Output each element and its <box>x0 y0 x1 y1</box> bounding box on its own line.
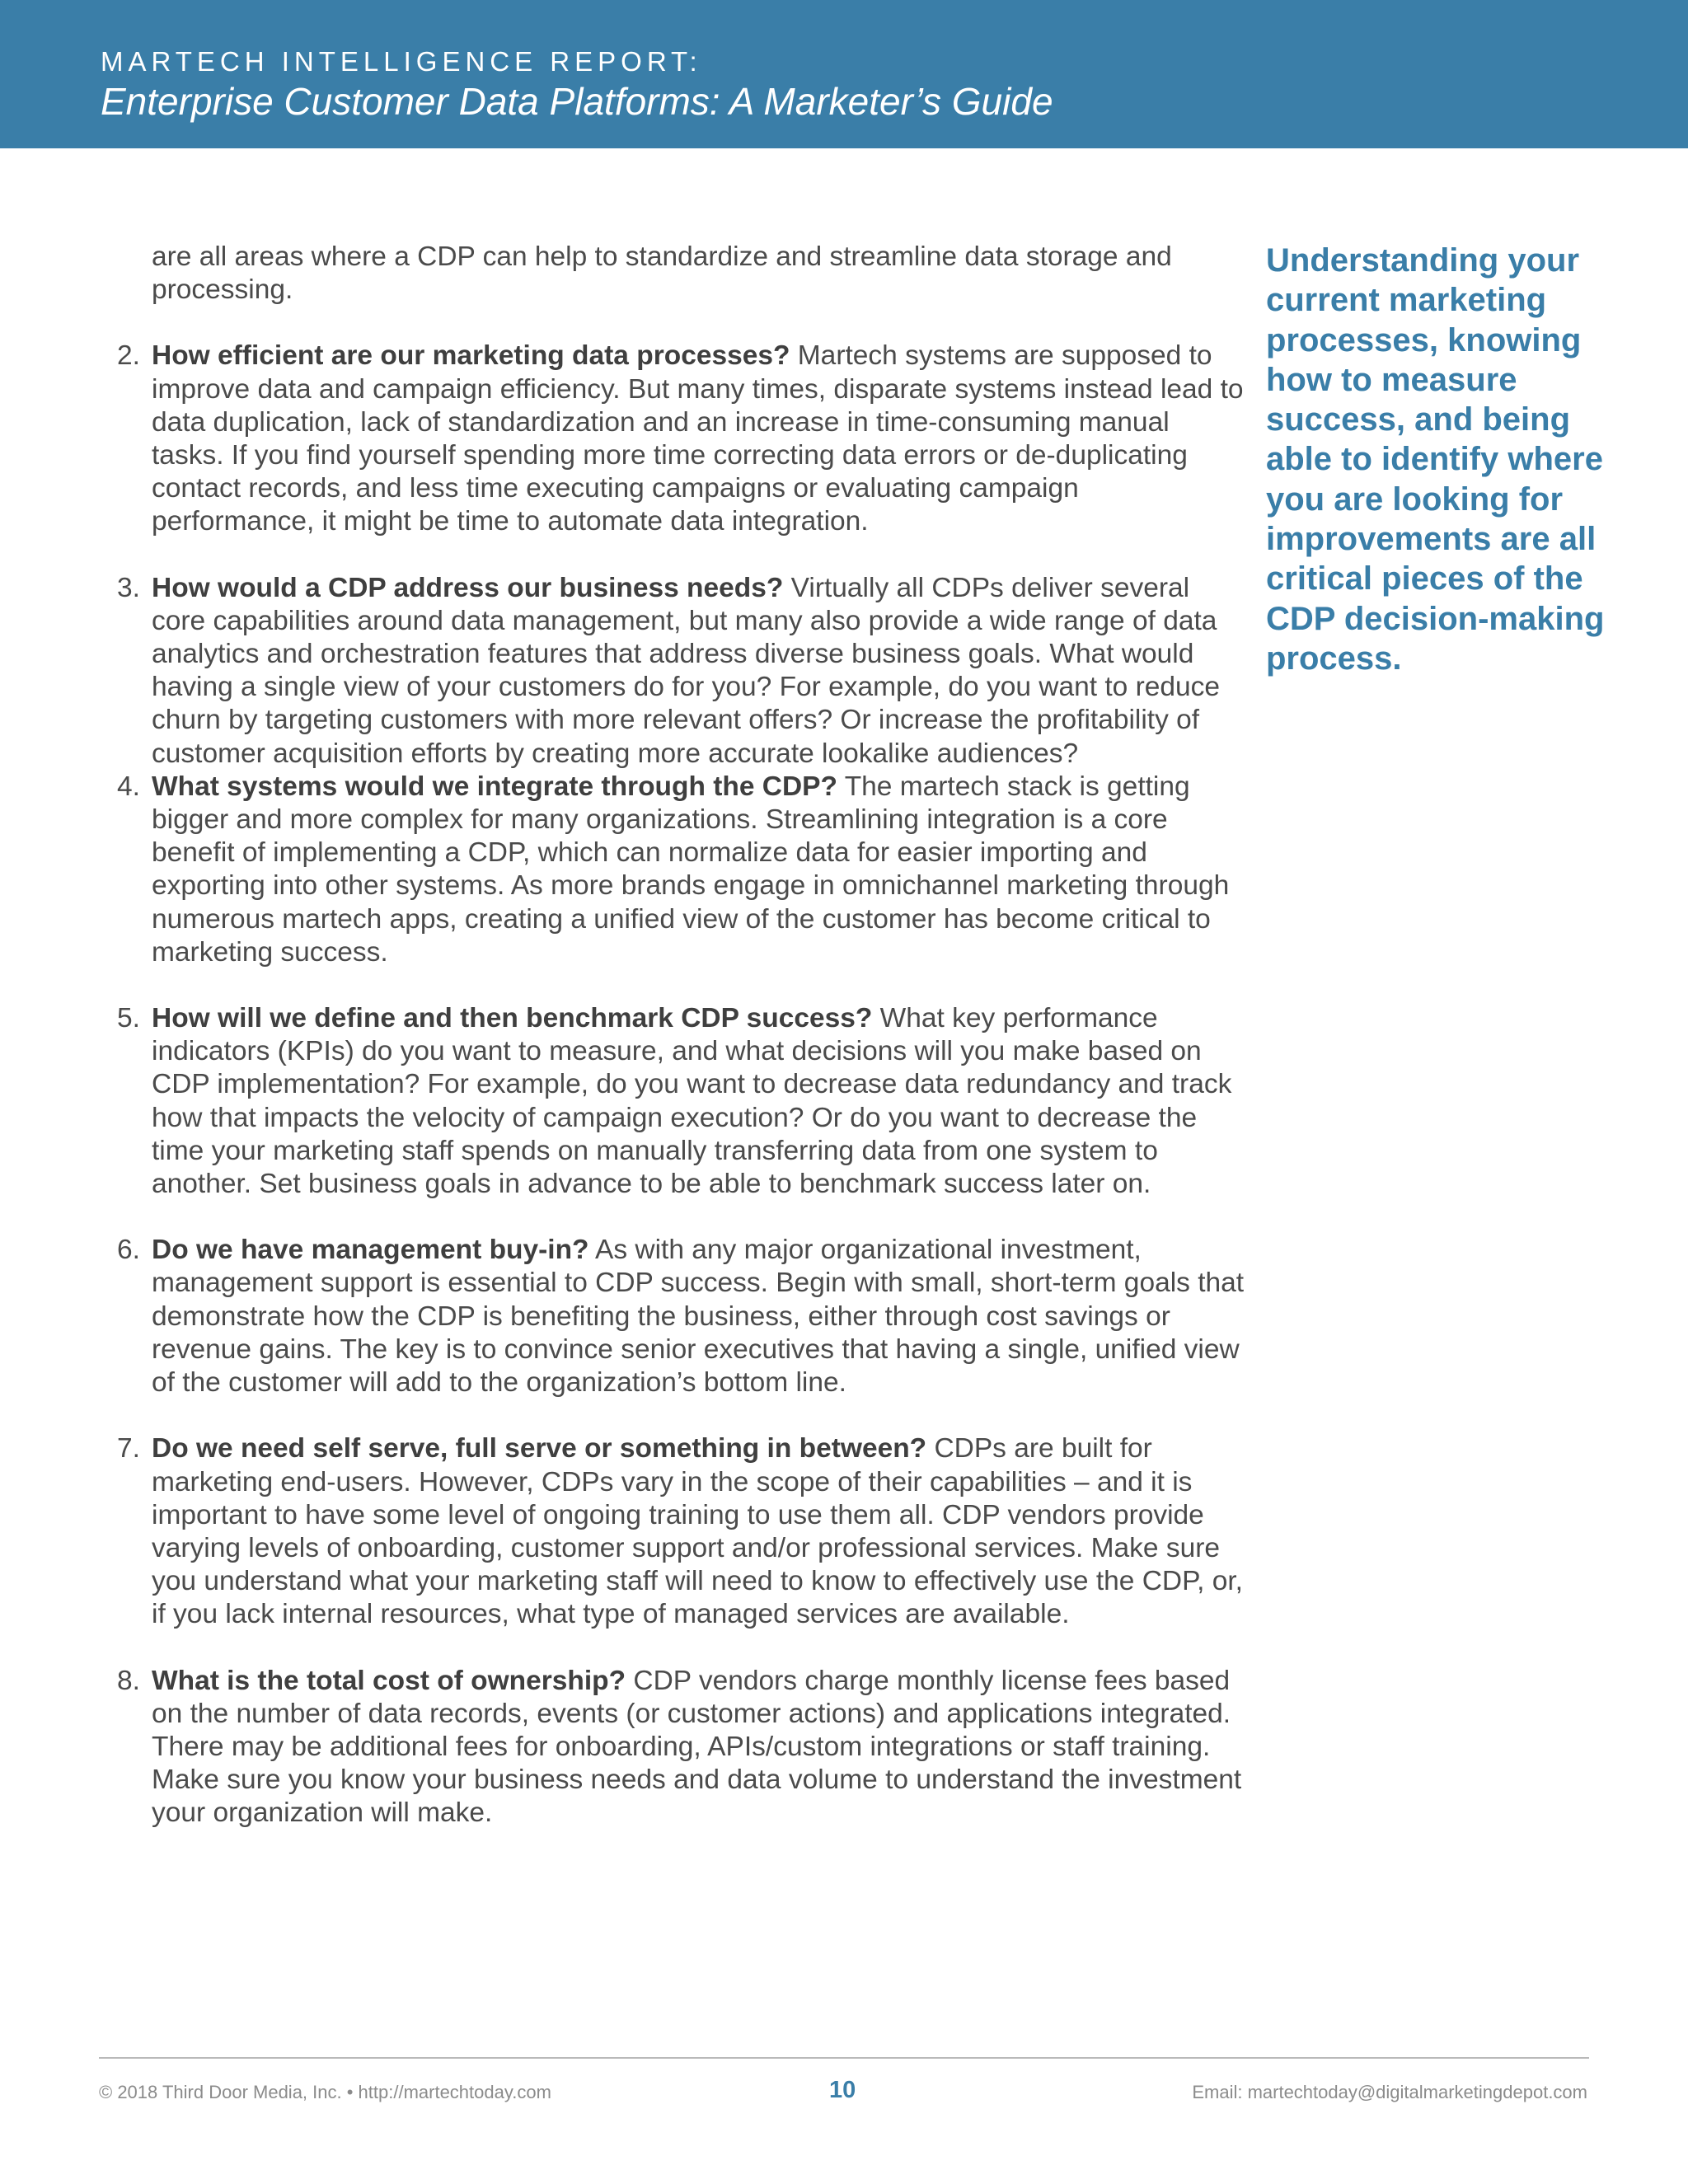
item-body: The martech stack is getting bigger and more complex for many organizations. Streamlining integration is a core benefit of implementing a CDP, which can normalize data for easier importing and exporting into other systems. As more brands engage in omnichannel marketing through numerous martech apps, creating a unified view of the customer has become critical to marketing success. <box>152 771 1230 968</box>
item-question: How would a CDP address our business needs? <box>152 572 784 603</box>
item-number: 8. <box>117 1665 140 1696</box>
item-number: 4. <box>117 771 140 802</box>
list-item <box>117 771 1246 969</box>
report-kicker: MARTECH INTELLIGENCE REPORT: <box>101 46 702 77</box>
list-item <box>117 340 1246 538</box>
item-question: Do we have management buy-in? <box>152 1235 589 1266</box>
item-number: 5. <box>117 1003 140 1034</box>
list-item <box>117 1002 1246 1201</box>
item-body: CDPs are built for marketing end-users. However, CDPs vary in the scope of their capabilities – and it is important to have some level of ongoing training to use them all. CDP vendors provide varying levels of onboarding, customer support and/or professional services. Make sure you understand what your marketing staff will need to know to effectively use the CDP, or, if you lack internal resources, what type of managed services are available. <box>152 1433 1243 1630</box>
item-number: 2. <box>117 340 140 372</box>
list-item <box>117 572 1246 771</box>
item-question: Do we need self serve, full serve or something in between? <box>152 1433 927 1465</box>
footer-divider <box>99 2057 1589 2059</box>
footer-copyright: © 2018 Third Door Media, Inc. • http://martechtoday.com <box>99 2082 551 2102</box>
question-list <box>117 340 1246 1830</box>
list-item <box>117 1432 1246 1631</box>
item-number: 3. <box>117 572 140 603</box>
continued-paragraph: are all areas where a CDP can help to standardize and streamline data storage and processing. <box>152 241 1172 306</box>
report-header <box>0 0 1688 148</box>
main-content <box>117 241 1246 1863</box>
list-item <box>117 1234 1246 1399</box>
item-body: Virtually all CDPs deliver several core capabilities around data management, but many also provide a wide range of data analytics and orchestration features that address diverse business goals. What would having a single view of your customers do for you? For example, do you want to reduce churn by targeting customers with more relevant offers? Or increase the profitability of customer acquisition efforts by creating more accurate lookalike audiences? <box>152 572 1221 769</box>
item-number: 6. <box>117 1235 140 1266</box>
list-item <box>117 1665 1246 1830</box>
item-body: CDP vendors charge monthly license fees based on the number of data records, events (or customer actions) and applications integrated. There may be additional fees for onboarding, APIs/custom integrations or staff training. Make sure you know your business needs and data volume to understand the investment your organization will make. <box>152 1665 1242 1829</box>
item-question: What is the total cost of ownership? <box>152 1665 626 1696</box>
item-question: What systems would we integrate through the CDP? <box>152 771 837 802</box>
page-number: 10 <box>829 2077 856 2103</box>
item-number: 7. <box>117 1433 140 1465</box>
item-body: What key performance indicators (KPIs) do you want to measure, and what decisions will you make based on CDP implementation? For example, do you want to decrease data redundancy and track how that impacts the velocity of campaign execution? Or do you want to decrease the time your marketing staff spends on manually transferring data from one system to another. Set business goals in advance to be able to benchmark success later on. <box>152 1003 1232 1200</box>
item-question: How will we define and then benchmark CDP success? <box>152 1003 873 1034</box>
item-body: As with any major organizational investment, management support is essential to CDP success. Begin with small, short-term goals that demonstrate how the CDP is benefiting the business, either through cost savings or revenue gains. The key is to convince senior executives that having a single, unified view of the customer will add to the organization’s bottom line. <box>152 1235 1245 1399</box>
item-question: How efficient are our marketing data processes? <box>152 340 790 372</box>
report-title: Enterprise Customer Data Platforms: A Marketer’s Guide <box>101 80 1053 123</box>
footer-email: Email: martechtoday@digitalmarketingdepot.com <box>1192 2082 1587 2102</box>
item-body: Martech systems are supposed to improve data and campaign efficiency. But many times, disparate systems instead lead to data duplication, lack of standardization and an increase in time-consuming manual tasks. If you find yourself spending more time correcting data errors or de-duplicating contact records, and less time executing campaigns or evaluating campaign performance, it might be time to automate data integration. <box>152 340 1244 537</box>
pull-quote: Understanding your current marketing processes, knowing how to measure success, and being able to identify where you are looking for improvements are all critical pieces of the CDP decision-making process. <box>1266 242 1605 677</box>
